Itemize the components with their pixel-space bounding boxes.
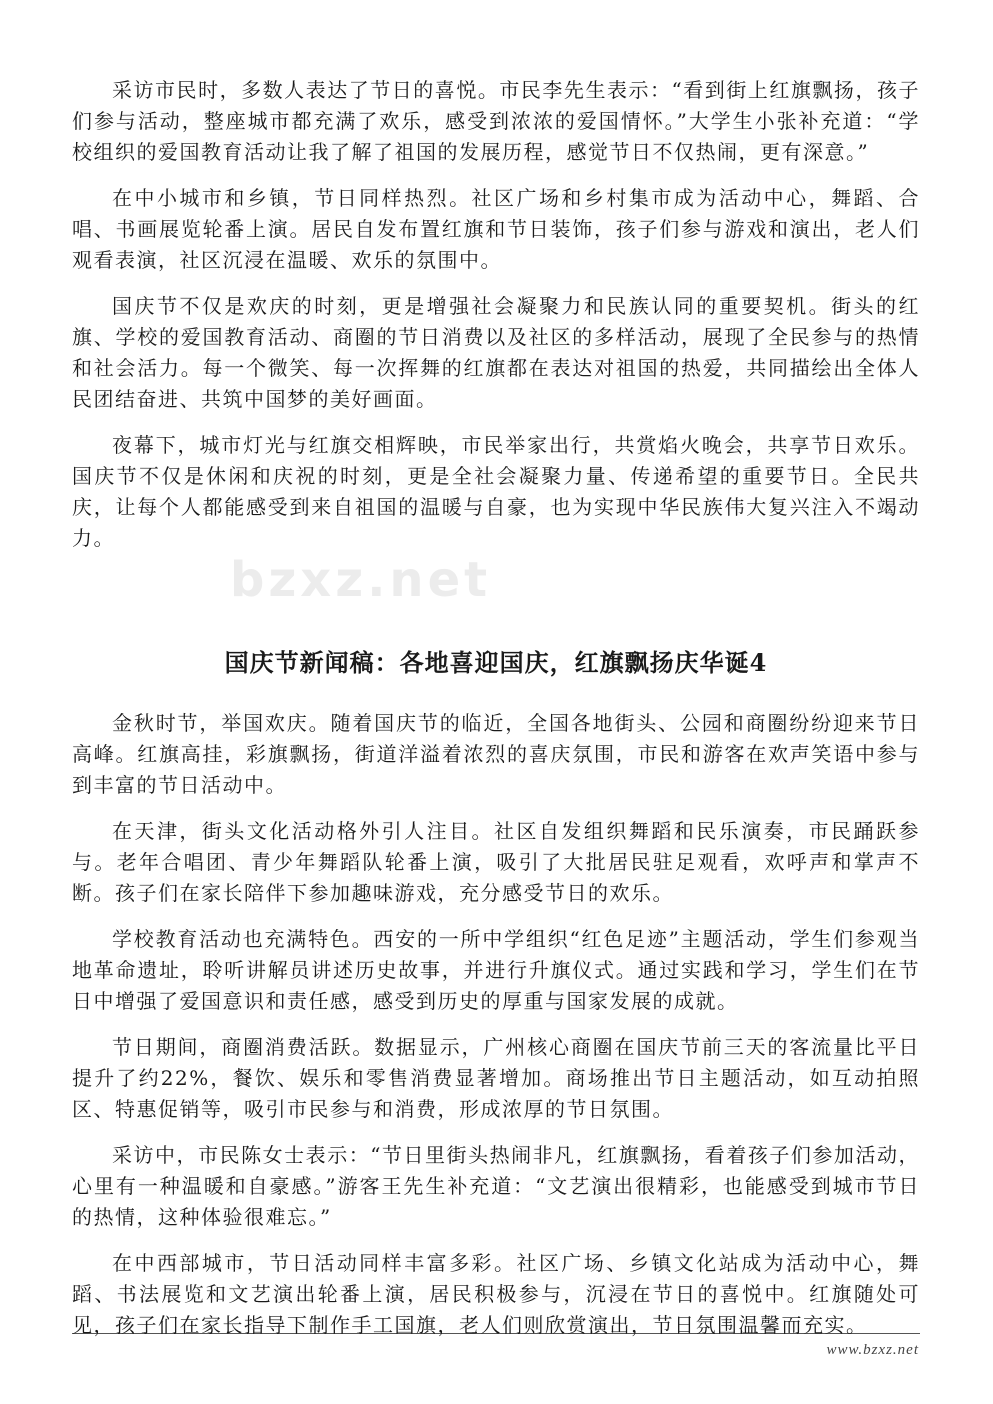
paragraph: 采访中，市民陈女士表示：“节日里街头热闹非凡，红旗飘扬，看着孩子们参加活动，心里有一种温暖和自豪感。”游客王先生补充道：“文艺演出很精彩，也能感受到城市节日的热情，这种体验很难忘。” (72, 1143, 920, 1229)
section-title: 国庆节新闻稿：各地喜迎国庆，红旗飘扬庆华诞4 (224, 648, 768, 677)
section-a (72, 75, 920, 554)
paragraph: 金秋时节，举国欢庆。随着国庆节的临近，全国各地街头、公园和商圈纷纷迎来节日高峰。红旗高挂，彩旗飘扬，街道洋溢着浓烈的喜庆氛围，市民和游客在欢声笑语中参与到丰富的节日活动中。 (72, 711, 920, 797)
footer-url: www.bzxz.net (826, 1342, 919, 1358)
watermark: bzxz.net (230, 552, 492, 608)
paragraph: 在中小城市和乡镇，节日同样热烈。社区广场和乡村集市成为活动中心，舞蹈、合唱、书画展览轮番上演。居民自发布置红旗和节日装饰，孩子们参与游戏和演出，老人们观看表演，社区沉浸在温暖、欢乐的氛围中。 (72, 186, 920, 272)
document-body (72, 75, 920, 1356)
paragraph: 采访市民时，多数人表达了节日的喜悦。市民李先生表示：“看到街上红旗飘扬，孩子们参与活动，整座城市都充满了欢乐，感受到浓浓的爱国情怀。”大学生小张补充道：“学校组织的爱国教育活动让我了解了祖国的发展历程，感觉节日不仅热闹，更有深意。” (72, 78, 920, 164)
paragraph: 国庆节不仅是欢庆的时刻，更是增强社会凝聚力和民族认同的重要契机。街头的红旗、学校的爱国教育活动、商圈的节日消费以及社区的多样活动，展现了全民参与的热情和社会活力。每一个微笑、每一次挥舞的红旗都在表达对祖国的热爱，共同描绘出全体人民团结奋进、共筑中国梦的美好画面。 (72, 294, 920, 411)
paragraph: 学校教育活动也充满特色。西安的一所中学组织“红色足迹”主题活动，学生们参观当地革命遗址，聆听讲解员讲述历史故事，并进行升旗仪式。通过实践和学习，学生们在节日中增强了爱国意识和责任感，感受到历史的厚重与国家发展的成就。 (72, 927, 920, 1013)
paragraph: 节日期间，商圈消费活跃。数据显示，广州核心商圈在国庆节前三天的客流量比平日提升了约22%，餐饮、娱乐和零售消费显著增加。商场推出节日主题活动，如互动拍照区、特惠促销等，吸引市民参与和消费，形成浓厚的节日氛围。 (72, 1035, 920, 1121)
paragraph: 夜幕下，城市灯光与红旗交相辉映，市民举家出行，共赏焰火晚会，共享节日欢乐。国庆节不仅是休闲和庆祝的时刻，更是全社会凝聚力量、传递希望的重要节日。全民共庆，让每个人都能感受到来自祖国的温暖与自豪，也为实现中华民族伟大复兴注入不竭动力。 (72, 433, 920, 550)
paragraph: 在中西部城市，节日活动同样丰富多彩。社区广场、乡镇文化站成为活动中心，舞蹈、书法展览和文艺演出轮番上演，居民积极参与，沉浸在节日的喜悦中。红旗随处可见，孩子们在家长指导下制作手工国旗，老人们则欣赏演出，节日氛围温馨而充实。 (72, 1251, 920, 1337)
paragraph: 在天津，街头文化活动格外引人注目。社区自发组织舞蹈和民乐演奏，市民踊跃参与。老年合唱团、青少年舞蹈队轮番上演，吸引了大批居民驻足观看，欢呼声和掌声不断。孩子们在家长陪伴下参加趣味游戏，充分感受节日的欢乐。 (72, 819, 920, 905)
